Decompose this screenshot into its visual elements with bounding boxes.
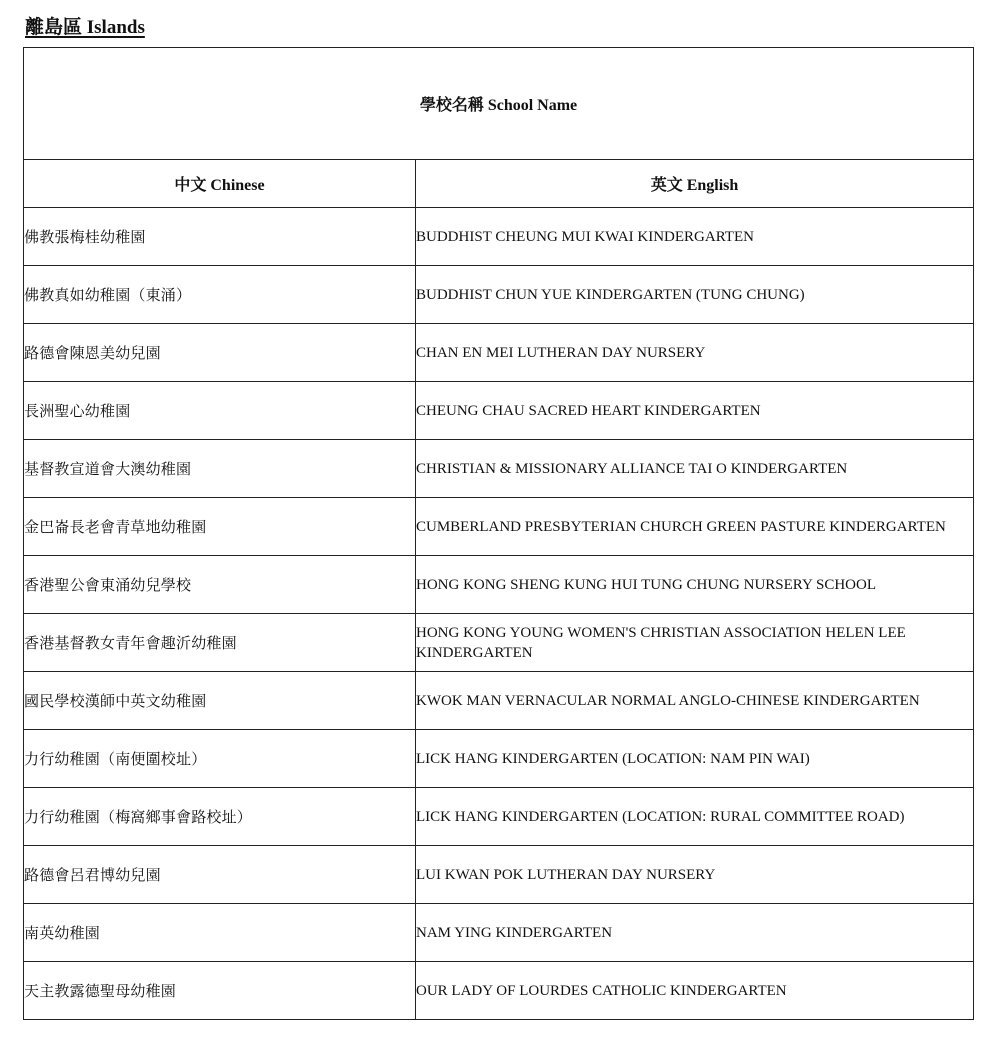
school-name-header: 學校名稱 School Name [24, 48, 974, 160]
english-column-header: 英文 English [416, 160, 974, 208]
english-name-cell: BUDDHIST CHUN YUE KINDERGARTEN (TUNG CHUNG) [416, 266, 974, 324]
table-row [24, 730, 974, 788]
table-row [24, 382, 974, 440]
english-name-cell: OUR LADY OF LOURDES CATHOLIC KINDERGARTEN [416, 962, 974, 1020]
table-row [24, 556, 974, 614]
table-row [24, 208, 974, 266]
chinese-name-cell: 金巴崙長老會青草地幼稚園 [24, 498, 416, 556]
table-row [24, 266, 974, 324]
chinese-name-cell: 力行幼稚園（梅窩鄉事會路校址） [24, 788, 416, 846]
table-row [24, 498, 974, 556]
english-name-cell: CUMBERLAND PRESBYTERIAN CHURCH GREEN PASTURE KINDERGARTEN [416, 498, 974, 556]
main-header-row [24, 48, 974, 160]
table-row [24, 672, 974, 730]
english-name-cell: HONG KONG YOUNG WOMEN'S CHRISTIAN ASSOCIATION HELEN LEE KINDERGARTEN [416, 614, 974, 672]
page-title: 離島區 Islands [25, 17, 145, 38]
english-name-cell: NAM YING KINDERGARTEN [416, 904, 974, 962]
chinese-name-cell: 佛教真如幼稚園（東涌） [24, 266, 416, 324]
chinese-name-cell: 佛教張梅桂幼稚園 [24, 208, 416, 266]
chinese-name-cell: 南英幼稚園 [24, 904, 416, 962]
english-name-cell: CHAN EN MEI LUTHERAN DAY NURSERY [416, 324, 974, 382]
english-name-cell: LUI KWAN POK LUTHERAN DAY NURSERY [416, 846, 974, 904]
chinese-name-cell: 天主教露德聖母幼稚園 [24, 962, 416, 1020]
chinese-name-cell: 國民學校漢師中英文幼稚園 [24, 672, 416, 730]
chinese-name-cell: 長洲聖心幼稚園 [24, 382, 416, 440]
chinese-name-cell: 路德會呂君博幼兒園 [24, 846, 416, 904]
english-name-cell: CHEUNG CHAU SACRED HEART KINDERGARTEN [416, 382, 974, 440]
english-name-cell: BUDDHIST CHEUNG MUI KWAI KINDERGARTEN [416, 208, 974, 266]
table-row [24, 324, 974, 382]
english-name-cell: HONG KONG SHENG KUNG HUI TUNG CHUNG NURSERY SCHOOL [416, 556, 974, 614]
english-name-cell: LICK HANG KINDERGARTEN (LOCATION: NAM PIN WAI) [416, 730, 974, 788]
chinese-name-cell: 香港基督教女青年會趣沂幼稚園 [24, 614, 416, 672]
table-row [24, 846, 974, 904]
english-name-cell: KWOK MAN VERNACULAR NORMAL ANGLO-CHINESE KINDERGARTEN [416, 672, 974, 730]
chinese-name-cell: 香港聖公會東涌幼兒學校 [24, 556, 416, 614]
table-row [24, 614, 974, 672]
chinese-name-cell: 路德會陳恩美幼兒園 [24, 324, 416, 382]
chinese-column-header: 中文 Chinese [24, 160, 416, 208]
table-row [24, 904, 974, 962]
english-name-cell: LICK HANG KINDERGARTEN (LOCATION: RURAL COMMITTEE ROAD) [416, 788, 974, 846]
table-row [24, 962, 974, 1020]
table-row [24, 788, 974, 846]
english-name-cell: CHRISTIAN & MISSIONARY ALLIANCE TAI O KINDERGARTEN [416, 440, 974, 498]
chinese-name-cell: 力行幼稚園（南便圍校址） [24, 730, 416, 788]
table-row [24, 440, 974, 498]
chinese-name-cell: 基督教宣道會大澳幼稚園 [24, 440, 416, 498]
column-header-row [24, 160, 974, 208]
school-table [23, 47, 974, 1020]
